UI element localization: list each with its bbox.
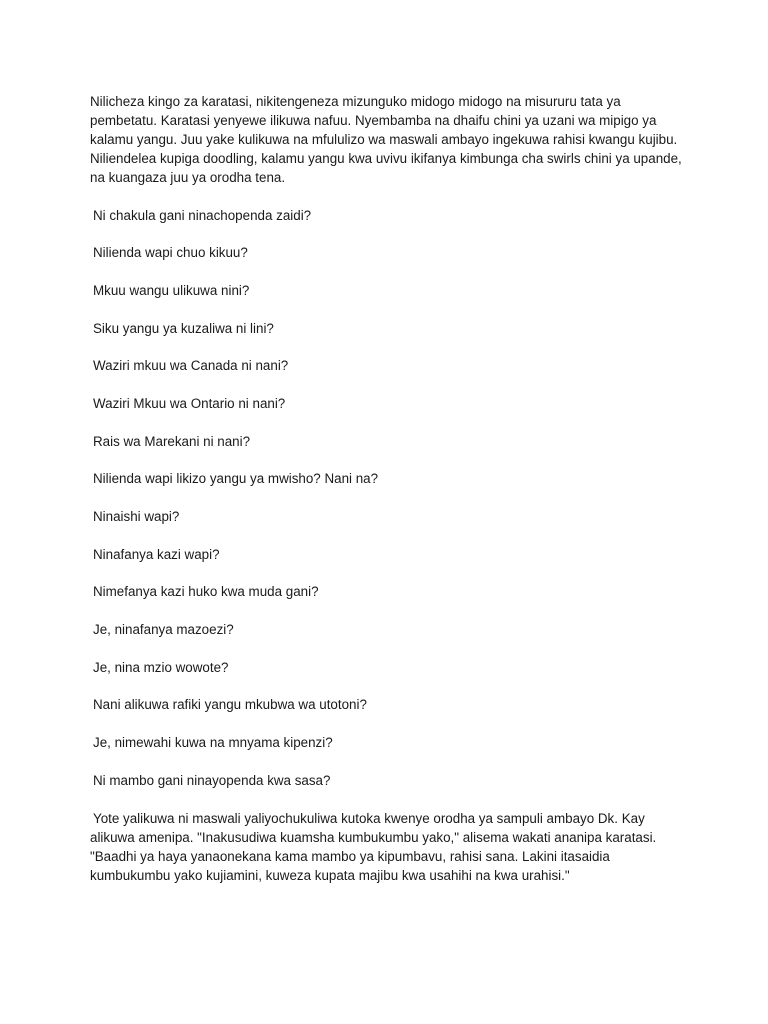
question-item: Je, ninafanya mazoezi? (93, 622, 234, 638)
question-item: Ni mambo gani ninayopenda kwa sasa? (93, 772, 331, 788)
question-item: Nilienda wapi chuo kikuu? (93, 245, 248, 261)
outro-text: Yote yalikuwa ni maswali yaliyochukuliwa kutoka kwenye orodha ya sampuli ambayo Dk. Kay alikuwa amenipa. "Inakusudiwa kuamsha kumbukumbu yako," alisema wakati ananipa karatasi. "Baadhi ya haya yanaonekana kama mambo ya kipumbavu, rahisi sana. Lakini itasaidia kumbukumbu yako kujiamini, kuweza kupata majibu kwa usahihi na kwa urahisi." (90, 810, 657, 883)
question-item: Ninaishi wapi? (93, 509, 180, 524)
question-item: Nilienda wapi likizo yangu ya mwisho? Nani na? (93, 471, 379, 487)
question-item: Waziri Mkuu wa Ontario ni nani? (93, 395, 286, 411)
outro-paragraph (90, 809, 690, 885)
intro-paragraph: Nilicheza kingo za karatasi, nikitengeneza mizunguko midogo midogo na misururu tata ya pembetatu. Karatasi yenyewe ilikuwa nafuu. Nyembamba na dhaifu chini ya uzani wa mipigo ya kalamu yangu. Juu yake kulikuwa na mfululizo wa maswali ambayo ingekuwa rahisi kwangu kujibu. Niliendelea kupiga doodling, kalamu yangu kwa uvivu ikifanya kimbunga cha swirls chini ya upande, na kuangaza juu ya orodha tena. (90, 94, 682, 185)
question-item: Siku yangu ya kuzaliwa ni lini? (93, 320, 274, 336)
question-item: Je, nina mzio wowote? (93, 659, 229, 675)
question-list (90, 206, 690, 790)
question-item: Je, nimewahi kuwa na mnyama kipenzi? (93, 735, 333, 751)
document-body (90, 92, 690, 885)
question-item: Mkuu wangu ulikuwa nini? (93, 282, 250, 298)
question-item: Ninafanya kazi wapi? (93, 546, 220, 562)
question-item: Ni chakula gani ninachopenda zaidi? (93, 207, 312, 223)
question-item: Waziri mkuu wa Canada ni nani? (93, 358, 289, 374)
question-item: Nani alikuwa rafiki yangu mkubwa wa utotoni? (93, 697, 367, 713)
question-item: Nimefanya kazi huko kwa muda gani? (93, 584, 319, 600)
question-item: Rais wa Marekani ni nani? (93, 433, 251, 449)
